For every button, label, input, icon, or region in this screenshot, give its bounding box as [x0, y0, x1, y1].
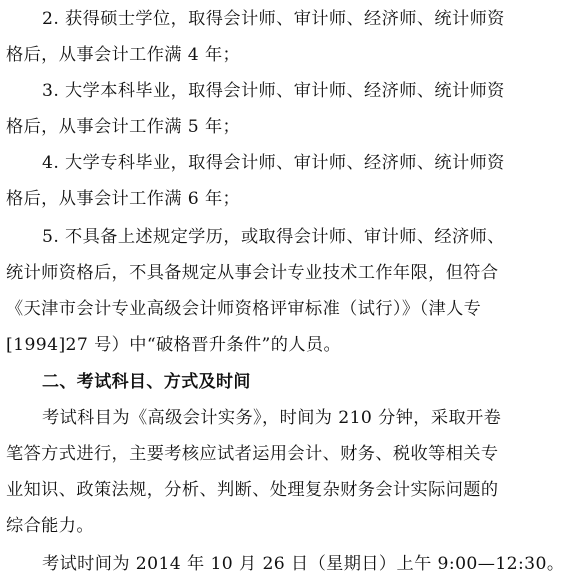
exam-paragraph-line-2: 笔答方式进行，主要考核应试者运用会计、财务、税收等相关专 [6, 444, 499, 464]
item-3-line-2: 格后，从事会计工作满 5 年； [6, 117, 241, 137]
exam-paragraph-line-3: 业知识、政策法规，分析、判断、处理复杂财务会计实际问题的 [6, 480, 499, 500]
section-heading: 二、考试科目、方式及时间 [42, 372, 251, 392]
item-2-line-1: 2. 获得硕士学位，取得会计师、审计师、经济师、统计师资 [42, 9, 505, 29]
item-4-line-2: 格后，从事会计工作满 6 年； [6, 189, 241, 209]
exam-paragraph-line-1: 考试科目为《高级会计实务》，时间为 210 分钟，采取开卷 [42, 408, 502, 428]
exam-paragraph-line-4: 综合能力。 [6, 516, 94, 536]
item-5-line-1: 5. 不具备上述规定学历，或取得会计师、审计师、经济师、 [42, 227, 505, 247]
item-4-line-1: 4. 大学专科毕业，取得会计师、审计师、经济师、统计师资 [42, 153, 505, 173]
item-5-line-2: 统计师资格后，不具备规定从事会计专业技术工作年限，但符合 [6, 263, 499, 283]
exam-time-line: 考试时间为 2014 年 10 月 26 日（星期日）上午 9:00—12:30。 [42, 554, 565, 574]
item-2-line-2: 格后，从事会计工作满 4 年； [6, 45, 241, 65]
item-3-line-1: 3. 大学本科毕业，取得会计师、审计师、经济师、统计师资 [42, 81, 505, 101]
item-5-line-3: 《天津市会计专业高级会计师资格评审标准（试行）》（津人专 [6, 299, 482, 319]
item-5-line-4: [1994]27 号）中“破格晋升条件”的人员。 [6, 335, 342, 355]
